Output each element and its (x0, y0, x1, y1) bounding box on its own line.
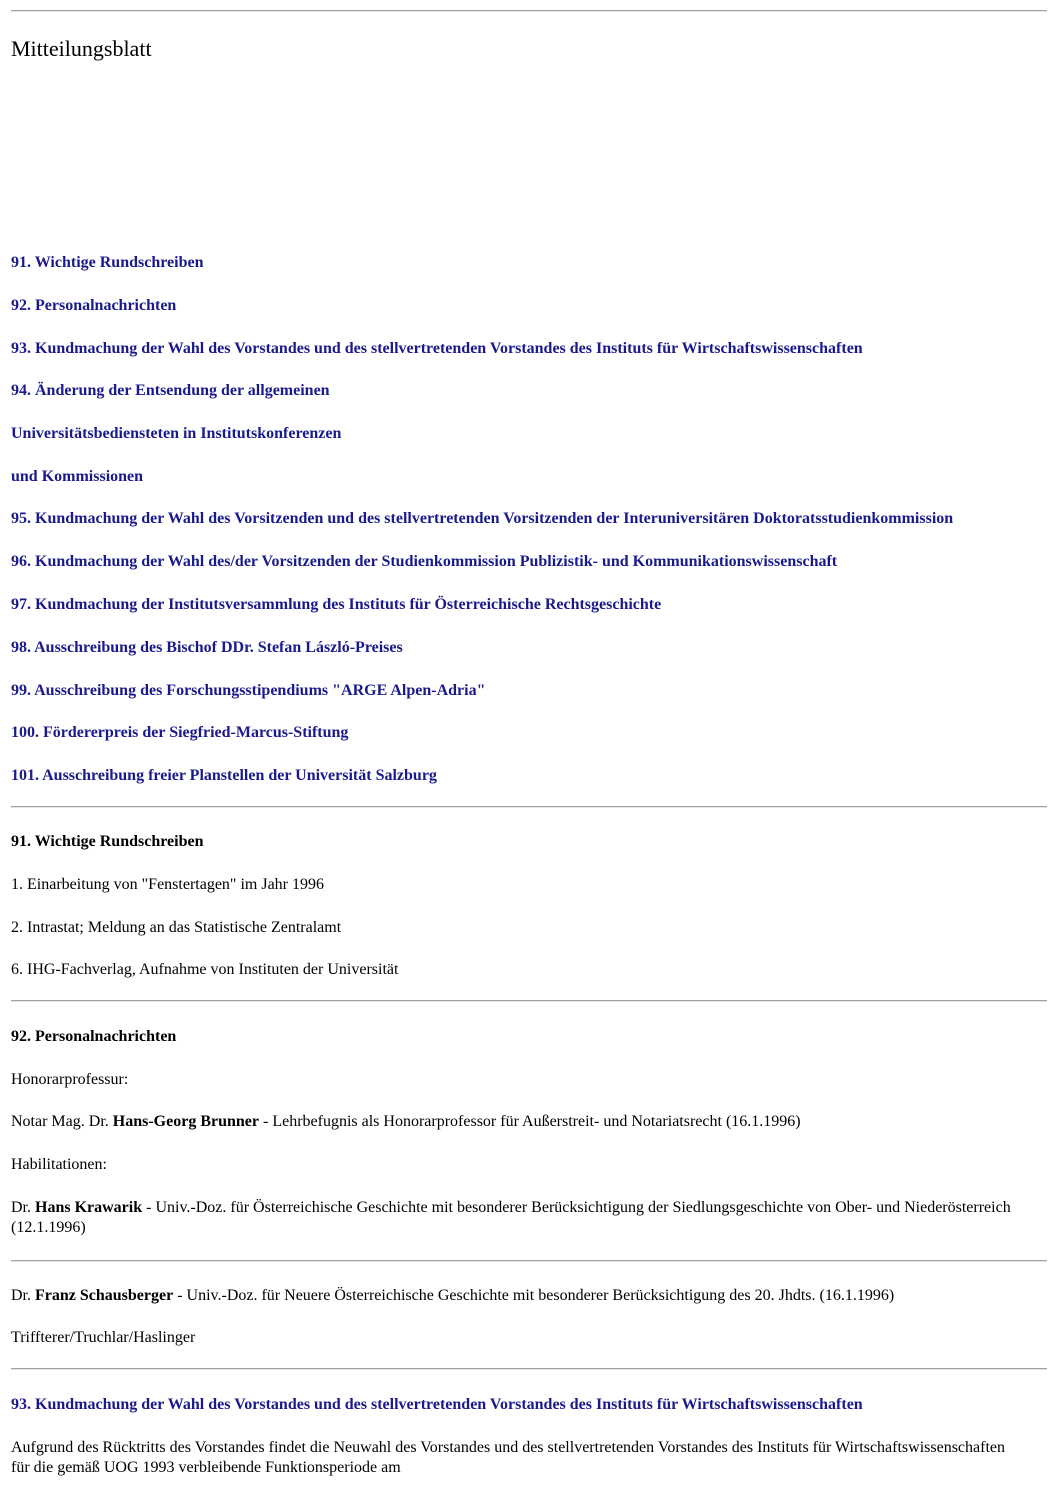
brunner-name: Hans-Georg Brunner (112, 1113, 259, 1130)
schausberger-entry (11, 1286, 894, 1306)
section-divider (11, 1260, 1047, 1262)
section-91-item-1: 1. Einarbeitung von "Fenstertagen" im Jahr 1996 (11, 876, 324, 893)
toc-link-91[interactable]: 91. Wichtige Rundschreiben (11, 254, 204, 271)
toc-link-99[interactable]: 99. Ausschreibung des Forschungsstipendiums "ARGE Alpen-Adria" (11, 682, 486, 699)
toc-link-101[interactable]: 101. Ausschreibung freier Planstellen der Universität Salzburg (11, 767, 437, 784)
brunner-entry (11, 1112, 801, 1132)
krawarik-entry (11, 1198, 1011, 1238)
section-91-item-3: 6. IHG-Fachverlag, Aufnahme von Instituten der Universität (11, 961, 399, 978)
toc-link-96[interactable]: 96. Kundmachung der Wahl des/der Vorsitzenden der Studienkommission Publizistik- und Kommunikationswissenschaft (11, 553, 838, 570)
page-title: Mitteilungsblatt (11, 36, 152, 61)
section-92-heading: 92. Personalnachrichten (11, 1028, 177, 1045)
section-93-heading[interactable]: 93. Kundmachung der Wahl des Vorstandes und des stellvertretenden Vorstandes des Instituts für Wirtschaftswissenschaften (11, 1396, 863, 1413)
habil-label: Habilitationen: (11, 1156, 107, 1173)
section-93-body: Aufgrund des Rücktritts des Vorstandes findet die Neuwahl des Vorstandes und des stellvertretenden Vorstandes des Instituts für Wirtschaftswissenschaften für die gemäß UOG 1993 verbleibende Funktionsperiode am (11, 1439, 1005, 1476)
section-divider (11, 1000, 1047, 1002)
schausberger-name: Franz Schausberger (35, 1287, 174, 1304)
krawarik-name: Hans Krawarik (35, 1199, 143, 1216)
toc-link-92[interactable]: 92. Personalnachrichten (11, 297, 177, 314)
brunner-prefix: Notar Mag. Dr. (11, 1113, 113, 1130)
krawarik-prefix: Dr. (11, 1199, 35, 1216)
toc-link-93[interactable]: 93. Kundmachung der Wahl des Vorstandes und des stellvertretenden Vorstandes des Instituts für Wirtschaftswissenschaften (11, 340, 863, 357)
section-93-heading-wrapper (11, 1395, 863, 1415)
toc-link-95[interactable]: 95. Kundmachung der Wahl des Vorsitzenden und des stellvertretenden Vorsitzenden der Interuniversitären Doktoratsstudienkommission (11, 510, 954, 527)
section-91-heading: 91. Wichtige Rundschreiben (11, 833, 204, 850)
toc-link-100[interactable]: 100. Fördererpreis der Siegfried-Marcus-Stiftung (11, 724, 349, 741)
schausberger-prefix: Dr. (11, 1287, 35, 1304)
toc-link-94-line2[interactable]: Universitätsbediensteten in Institutskonferenzen (11, 425, 342, 442)
section-91-item-2: 2. Intrastat; Meldung an das Statistische Zentralamt (11, 919, 342, 936)
toc-link-97[interactable]: 97. Kundmachung der Institutsversammlung des Instituts für Österreichische Rechtsgeschichte (11, 596, 662, 613)
toc-link-94-line1[interactable]: 94. Änderung der Entsendung der allgemeinen (11, 382, 330, 399)
brunner-suffix: - Lehrbefugnis als Honorarprofessor für Außerstreit- und Notariatsrecht (16.1.1996) (258, 1113, 801, 1130)
schausberger-suffix: - Univ.-Doz. für Neuere Österreichische Geschichte mit besonderer Berücksichtigung des 20. Jhdts. (16.1.1996) (173, 1287, 895, 1304)
honorar-label: Honorarprofessur: (11, 1071, 129, 1088)
top-divider (11, 10, 1047, 12)
toc-link-94-line3[interactable]: und Kommissionen (11, 468, 144, 485)
signature: Triffterer/Truchlar/Haslinger (11, 1329, 196, 1346)
section-divider (11, 1368, 1047, 1370)
toc-link-98[interactable]: 98. Ausschreibung des Bischof DDr. Stefan László-Preises (11, 639, 403, 656)
krawarik-suffix: - Univ.-Doz. für Österreichische Geschichte mit besonderer Berücksichtigung der Siedlungsgeschichte von Ober- und Niederösterreich (12.1.1996) (11, 1199, 1011, 1236)
section-divider (11, 806, 1047, 808)
